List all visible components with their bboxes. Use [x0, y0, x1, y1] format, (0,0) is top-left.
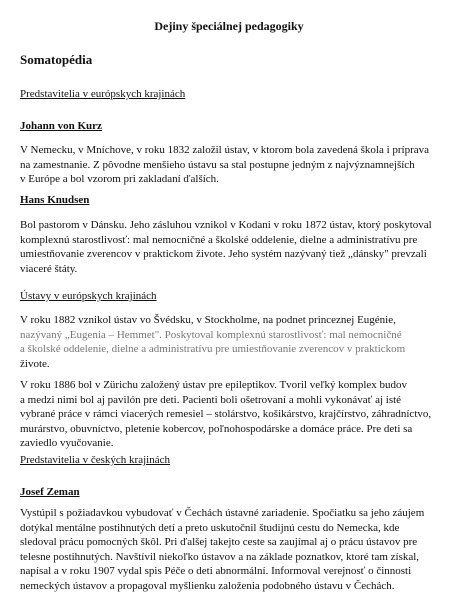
text-line: V roku 1882 vznikol ústav vo Švédsku, v Stockholme, na podnet princeznej Eugénie, — [20, 314, 396, 326]
person-heading-zeman: Josef Zeman — [20, 486, 80, 498]
person-heading-kurz: Johann von Kurz — [20, 120, 102, 132]
subsection-institutions-heading: Ústavy v európskych krajinách — [20, 290, 157, 302]
paragraph-stockholm — [20, 313, 444, 371]
text-line: živote. — [20, 357, 50, 370]
text-line: Bol pastorom v Dánsku. Jeho zásluhou vznikol v Kodani v roku 1872 ústav, ktorý poskytoval — [20, 219, 432, 231]
text-line: V Nemecku, v Mníchove, v roku 1832 založil ústav, v ktorom bola zavedená škola i príprava — [20, 144, 430, 156]
text-line: komplexnú starostlivosť: mal nemocničné a školské oddelenie, dielne a administratívu pre — [20, 233, 418, 246]
text-line: telesne postihnutých. Navštívil niekoľko ústavov a na základe poznatkov, ktoré tam získal, — [20, 550, 420, 563]
paragraph-kurz — [20, 143, 444, 187]
paragraph-knudsen — [20, 218, 444, 276]
paragraph-zeman — [20, 506, 444, 593]
text-line: vybrané práce v rámci viacerých remesiel – stolárstvo, košikárstvo, krajčírstvo, záhradníctvo, — [20, 408, 432, 420]
text-line: nazývaný „Eugenia – Hemmet". Poskytoval komplexnú starostlivosť: mal nemocničné — [20, 328, 402, 341]
text-line: dotýkal mentálne postihnutých detí a preto uskutočnil študijnú cestu do Nemecka, kde — [20, 521, 400, 534]
text-line: Vystúpil s požiadavkou vybudovať v Čechách ústavné zariadenie. Spočiatku sa jeho záujem — [20, 507, 425, 519]
text-line: murárstvo, obuvníctvo, pletenie kobercov, poľnohospodárske a domáce práce. Pre deti sa — [20, 422, 413, 435]
document-title: Dejiny špeciálnej pedagogiky — [154, 19, 304, 33]
text-line: sledoval prácu pomocných škôl. Pri ďalšej takejto ceste sa zaujímal aj o prácu ústavov pre — [20, 536, 418, 548]
text-line: napísal a v roku 1907 vydal spis Péče o deti abnormální. Informoval verejnosť o činnosti — [20, 565, 412, 577]
text-line: a školské oddelenie, dielne a administratívu pre umiestňovanie zverencov v praktickom — [20, 343, 406, 355]
paragraph-zurich — [20, 378, 444, 451]
text-line: a medzi nimi bol aj pavilón pre deti. Pacienti boli ošetrovaní a mohli vykonávať aj isté — [20, 393, 402, 406]
text-line: viaceré štáty. — [20, 262, 78, 275]
text-line: V roku 1886 bol v Zürichu založený ústav pre epileptikov. Tvoril veľký komplex budov — [20, 379, 408, 391]
subsection-czech-heading: Predstavitelia v českých krajinách — [20, 454, 170, 466]
section-title: Somatopédia — [20, 52, 93, 67]
text-line: v Európe a bol vzorom pri zakladaní ďalších. — [20, 173, 219, 185]
text-line: zaviedlo vyučovanie. — [20, 437, 114, 449]
person-heading-knudsen: Hans Knudsen — [20, 194, 90, 206]
text-line: na zamestnanie. Z pôvodne menšieho ústavu sa stal postupne jedným z najvýznamnejších — [20, 158, 415, 171]
subsection-europe-heading: Predstavitelia v európskych krajinách — [20, 88, 186, 100]
text-line: umiestňovanie zverencov v praktickom živote. Jeho systém nazývaný tiež „dánsky" prevzali — [20, 248, 427, 260]
text-line: nemeckých ústavov a propagoval myšlienku založenia podobného ústavu v Čechách. — [20, 579, 395, 592]
